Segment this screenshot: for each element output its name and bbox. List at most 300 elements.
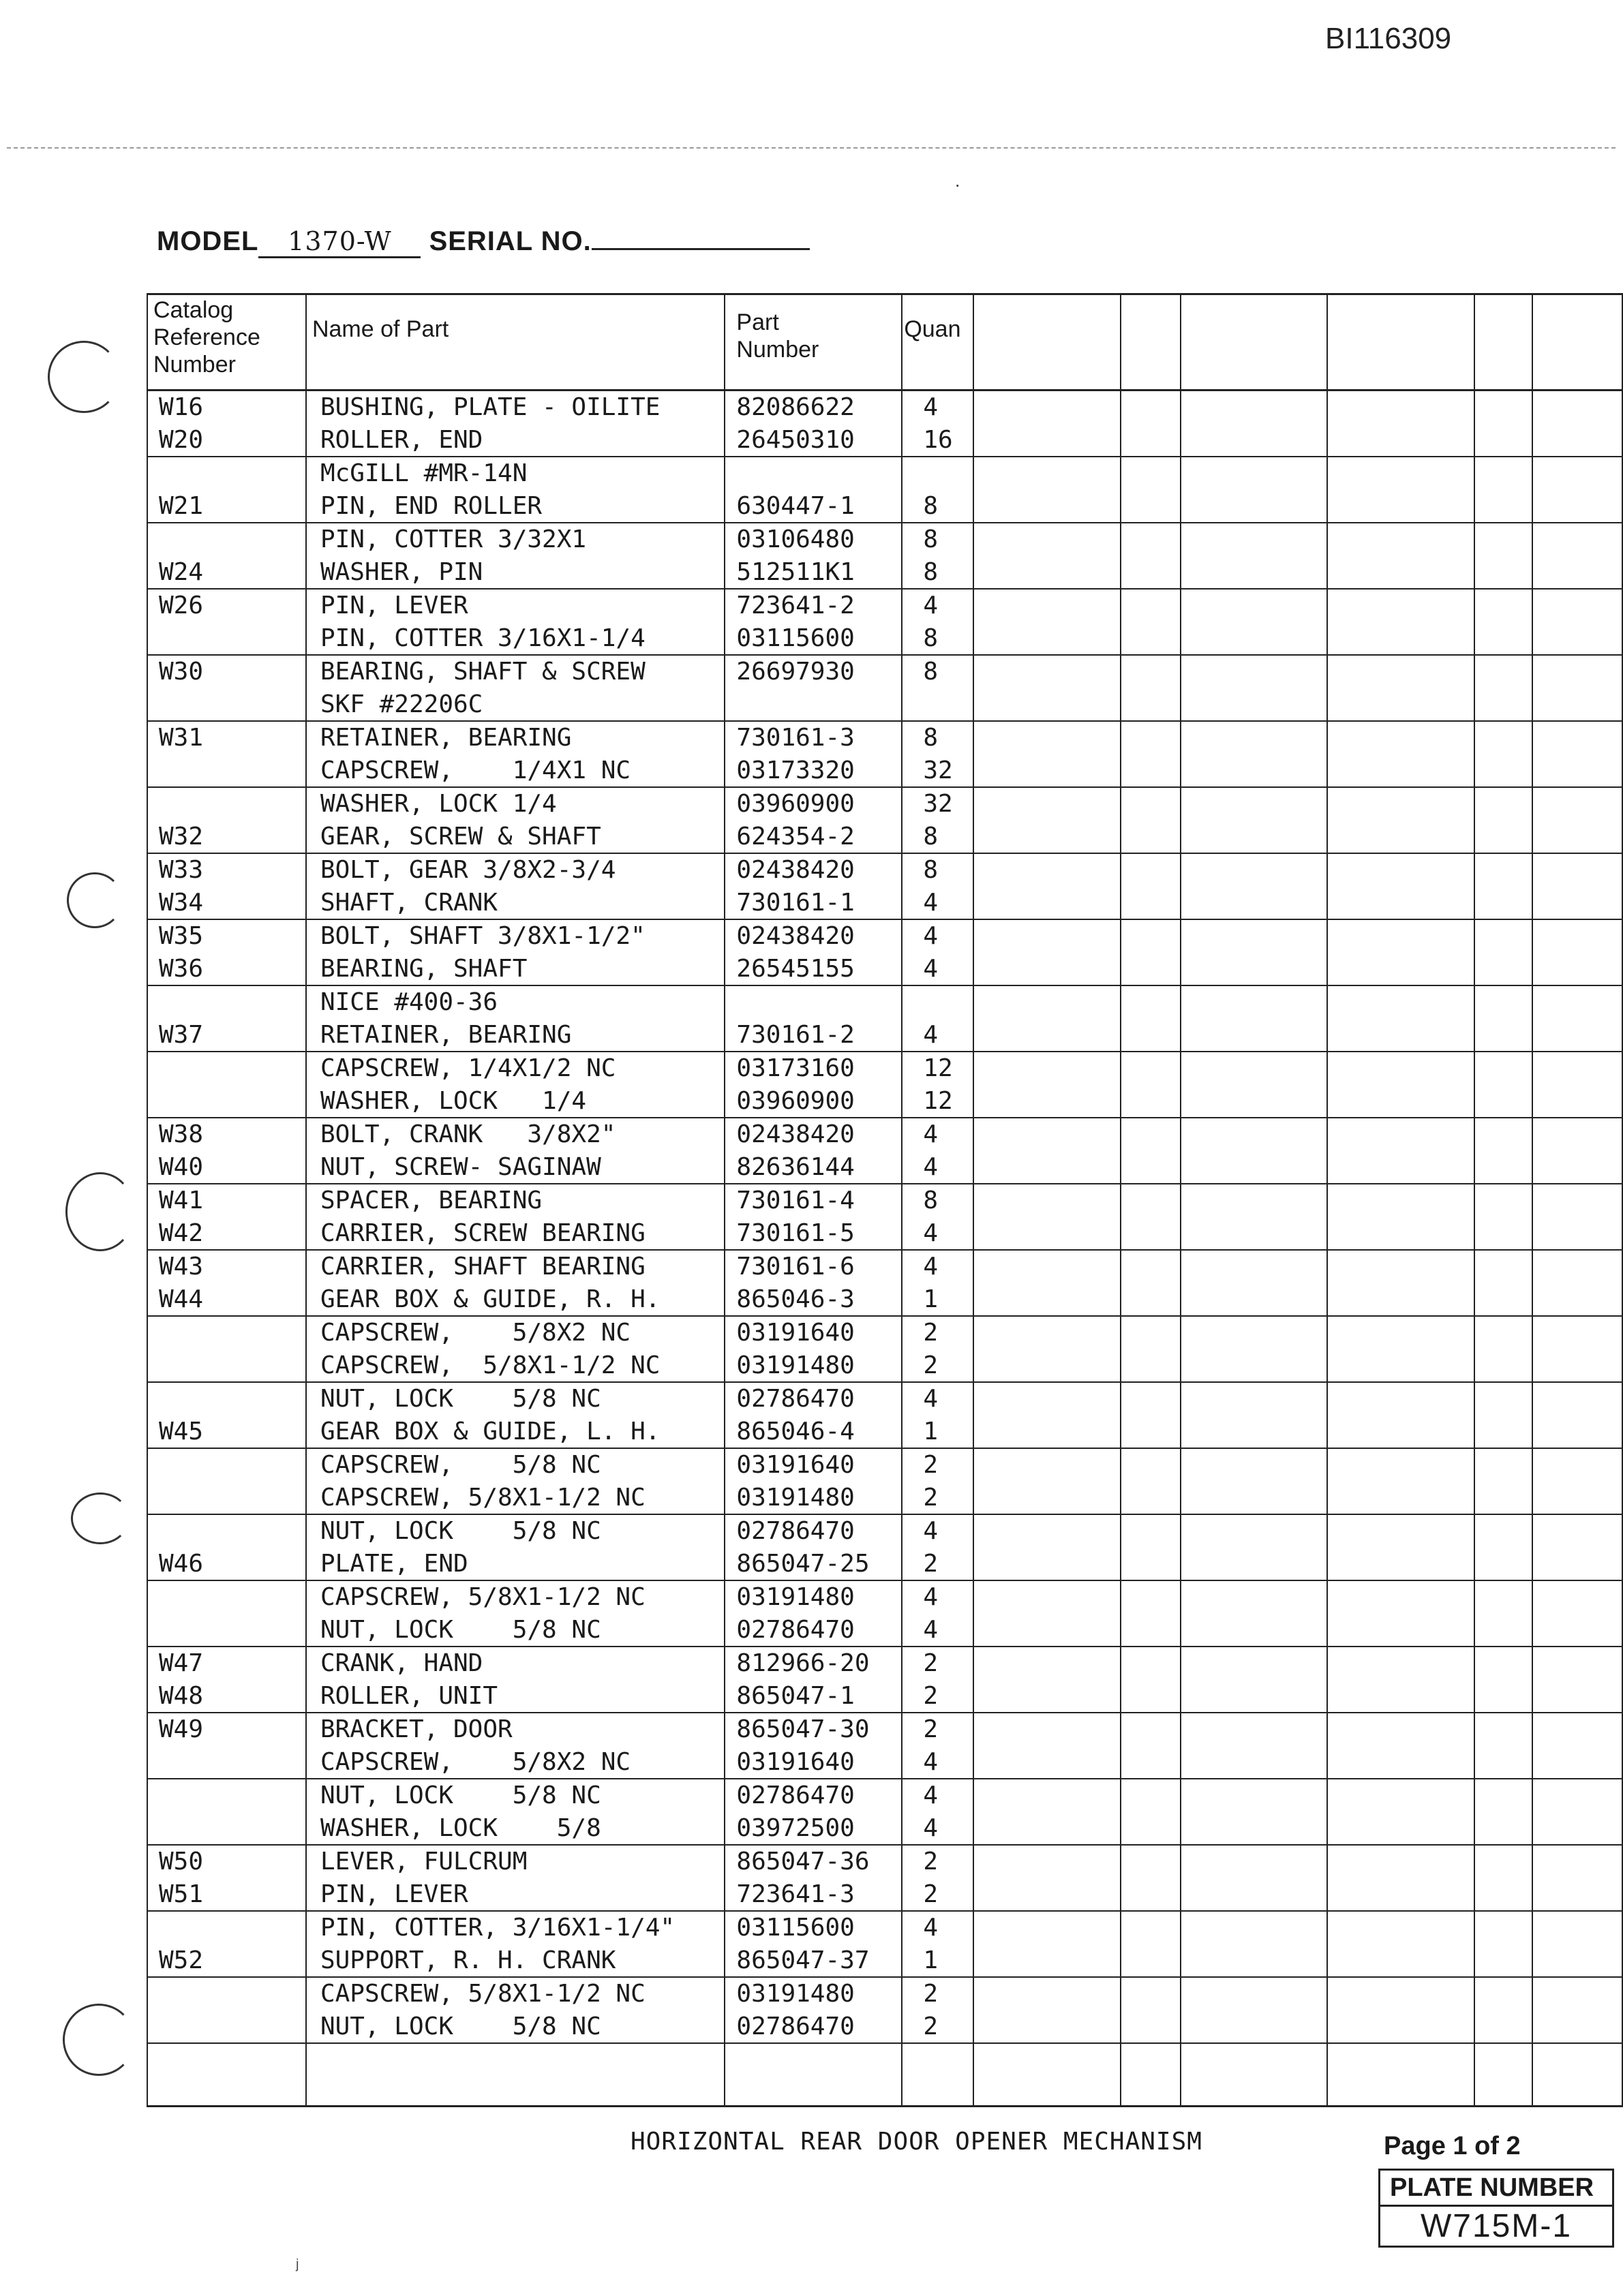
cell-line <box>148 457 305 490</box>
catalog-ref-cell <box>147 1580 306 1647</box>
cell-line: 4 <box>923 922 938 950</box>
cell-line: ROLLER, END <box>320 425 483 454</box>
catalog-ref-cell <box>147 655 306 721</box>
table-row <box>147 1580 1622 1647</box>
cell-line: NUT, LOCK 5/8 NC <box>320 2012 601 2040</box>
col-header-line: Part <box>736 309 779 335</box>
cell-line: 4 <box>923 1747 938 1776</box>
cell-line: 865047-36 <box>736 1848 870 1876</box>
blank-cell <box>1181 589 1327 655</box>
cell-line: CAPSCREW, 5/8 NC <box>320 1451 601 1479</box>
cell-line: W37 <box>159 1020 204 1049</box>
cell-line: 8 <box>923 624 938 652</box>
part-number-cell <box>725 1448 902 1514</box>
plate-number-label: PLATE NUMBER <box>1380 2171 1612 2207</box>
blank-cell <box>1121 1845 1181 1911</box>
blank-cell <box>973 391 1121 457</box>
part-number-cell <box>725 391 902 457</box>
cell-line: 4 <box>923 1253 938 1281</box>
blank-cell <box>306 2043 725 2107</box>
part-number-cell <box>725 853 902 919</box>
blank-cell <box>973 1977 1121 2043</box>
cell-line: 865047-37 <box>736 1946 870 1974</box>
blank-cell <box>1121 1250 1181 1316</box>
top-divider <box>7 147 1616 149</box>
quantity-cell <box>902 1580 973 1647</box>
part-number-cell <box>725 1845 902 1911</box>
part-name-cell <box>306 1647 725 1713</box>
catalog-ref-cell <box>147 589 306 655</box>
blank-cell <box>1474 1647 1533 1713</box>
blank-cell <box>1474 1713 1533 1779</box>
blank-cell <box>1181 1052 1327 1118</box>
blank-cell <box>1327 1845 1474 1911</box>
cell-line: W38 <box>159 1120 204 1148</box>
punch-hole-mark <box>48 341 120 413</box>
cell-line <box>148 1317 305 1349</box>
blank-cell <box>973 457 1121 523</box>
blank-cell <box>1121 1977 1181 2043</box>
cell-line: PIN, COTTER, 3/16X1-1/4" <box>320 1914 676 1942</box>
blank-cell <box>1181 1580 1327 1647</box>
col-header-blank <box>1474 294 1533 391</box>
blank-cell <box>1181 1977 1327 2043</box>
quantity-cell <box>902 1250 973 1316</box>
table-row <box>147 787 1622 853</box>
cell-line: RETAINER, BEARING <box>320 724 572 752</box>
cell-line: W43 <box>159 1253 204 1281</box>
table-row <box>147 1647 1622 1713</box>
col-header-blank <box>1532 294 1622 391</box>
cell-line: 865047-1 <box>736 1681 855 1710</box>
blank-cell <box>1532 787 1622 853</box>
part-name-cell <box>306 985 725 1052</box>
part-name-cell <box>306 589 725 655</box>
blank-cell <box>1327 1052 1474 1118</box>
cell-line: 16 <box>923 425 953 454</box>
table-row <box>147 1316 1622 1382</box>
blank-cell <box>1181 457 1327 523</box>
blank-cell <box>973 2043 1121 2107</box>
cell-line: BOLT, SHAFT 3/8X1-1/2" <box>320 922 646 950</box>
table-row <box>147 1713 1622 1779</box>
blank-cell <box>1181 1382 1327 1448</box>
page-indicator: Page 1 of 2 <box>1384 2132 1521 2160</box>
cell-line: 4 <box>923 1517 938 1545</box>
part-number-cell <box>725 787 902 853</box>
table-row <box>147 1250 1622 1316</box>
cell-line: 4 <box>923 1385 938 1413</box>
blank-cell <box>1532 457 1622 523</box>
part-number-cell <box>725 655 902 721</box>
catalog-ref-cell <box>147 919 306 985</box>
blank-cell <box>1474 1184 1533 1250</box>
blank-cell <box>1121 853 1181 919</box>
table-row <box>147 919 1622 985</box>
cell-line: 12 <box>923 1086 953 1115</box>
catalog-ref-cell <box>147 721 306 787</box>
blank-cell <box>1474 1382 1533 1448</box>
cell-line: ROLLER, UNIT <box>320 1681 498 1710</box>
cell-line: WASHER, LOCK 1/4 <box>320 1086 587 1115</box>
cell-line <box>148 1052 305 1085</box>
cell-line: 2 <box>923 1549 938 1578</box>
col-header-part-number <box>725 294 902 391</box>
blank-cell <box>1532 1779 1622 1845</box>
blank-cell <box>1327 1713 1474 1779</box>
cell-line: 4 <box>923 1615 938 1644</box>
part-number-cell <box>725 1977 902 2043</box>
blank-cell <box>1532 1250 1622 1316</box>
cell-line: CAPSCREW, 5/8X2 NC <box>320 1747 631 1776</box>
cell-line: 730161-1 <box>736 888 855 917</box>
blank-cell <box>1327 1977 1474 2043</box>
cell-line: 4 <box>923 1914 938 1942</box>
blank-cell <box>1474 1911 1533 1977</box>
blank-cell <box>1474 787 1533 853</box>
cell-line: 03191480 <box>736 1351 855 1379</box>
cell-line: W30 <box>159 658 204 686</box>
cell-line: 4 <box>923 1120 938 1148</box>
cell-line: 723641-3 <box>736 1880 855 1908</box>
cell-line: 03972500 <box>736 1813 855 1842</box>
blank-cell <box>1532 523 1622 589</box>
cell-line: BEARING, SHAFT & SCREW <box>320 658 646 686</box>
cell-line: 730161-4 <box>736 1187 855 1214</box>
cell-line: 4 <box>923 888 938 917</box>
catalog-ref-cell <box>147 1713 306 1779</box>
col-header-text: Quan <box>904 316 961 342</box>
quantity-cell <box>902 1316 973 1382</box>
blank-cell <box>1121 1580 1181 1647</box>
blank-cell <box>1327 1250 1474 1316</box>
cell-line <box>902 986 972 1019</box>
blank-cell <box>1327 655 1474 721</box>
document-id: BI116309 <box>1325 22 1452 55</box>
part-name-cell <box>306 1052 725 1118</box>
cell-line: SKF #22206C <box>320 690 483 718</box>
cell-line: 03191640 <box>736 1747 855 1776</box>
col-header-line: Reference <box>153 324 260 350</box>
blank-cell <box>1532 655 1622 721</box>
blank-cell <box>1181 1250 1327 1316</box>
blank-cell <box>1327 1382 1474 1448</box>
part-number-cell <box>725 457 902 523</box>
cell-line: 2 <box>923 1880 938 1908</box>
part-name-cell <box>306 391 725 457</box>
part-number-cell <box>725 1382 902 1448</box>
part-number-cell <box>725 1779 902 1845</box>
catalog-ref-cell <box>147 1779 306 1845</box>
blank-cell <box>1121 1052 1181 1118</box>
blank-cell <box>1121 1184 1181 1250</box>
catalog-ref-cell <box>147 787 306 853</box>
cell-line: W52 <box>159 1946 204 1974</box>
table-row <box>147 1911 1622 1977</box>
cell-line: 4 <box>923 393 938 421</box>
cell-line: 723641-2 <box>736 592 855 619</box>
col-header-blank <box>1181 294 1327 391</box>
cell-line: 82636144 <box>736 1152 855 1181</box>
blank-cell <box>1474 589 1533 655</box>
blank-cell <box>1532 1911 1622 1977</box>
blank-cell <box>1474 1250 1533 1316</box>
cell-line: 4 <box>923 1020 938 1049</box>
cell-line: W33 <box>159 856 204 884</box>
quantity-cell <box>902 1779 973 1845</box>
cell-line: 8 <box>923 557 938 586</box>
col-header-catalog-ref <box>147 294 306 391</box>
blank-cell <box>1121 1382 1181 1448</box>
blank-cell <box>1327 1514 1474 1580</box>
col-header-blank <box>973 294 1121 391</box>
quantity-cell <box>902 655 973 721</box>
blank-cell <box>1181 523 1327 589</box>
quantity-cell <box>902 985 973 1052</box>
table-row <box>147 985 1622 1052</box>
table-row <box>147 1052 1622 1118</box>
blank-cell <box>1532 1052 1622 1118</box>
catalog-ref-cell <box>147 1118 306 1184</box>
blank-cell <box>902 2043 973 2107</box>
scan-speck: ʲ <box>296 2256 299 2277</box>
cell-line: RETAINER, BEARING <box>320 1020 572 1049</box>
cell-line: 03115600 <box>736 1914 855 1942</box>
cell-line: PIN, COTTER 3/32X1 <box>320 525 587 553</box>
blank-cell <box>1181 1316 1327 1382</box>
cell-line <box>148 1482 305 1514</box>
catalog-ref-cell <box>147 523 306 589</box>
blank-cell <box>1121 1713 1181 1779</box>
cell-line: BOLT, GEAR 3/8X2-3/4 <box>320 856 616 884</box>
cell-line: W49 <box>159 1715 204 1743</box>
cell-line: CAPSCREW, 5/8X1-1/2 NC <box>320 1351 661 1379</box>
part-name-cell <box>306 655 725 721</box>
part-name-cell <box>306 1514 725 1580</box>
cell-line: GEAR, SCREW & SHAFT <box>320 822 601 851</box>
cell-line: 730161-3 <box>736 724 855 752</box>
quantity-cell <box>902 919 973 985</box>
cell-line: W47 <box>159 1649 204 1677</box>
empty-table-row <box>147 2043 1622 2107</box>
table-row <box>147 655 1622 721</box>
blank-cell <box>1327 1184 1474 1250</box>
cell-line: W26 <box>159 592 204 619</box>
table-row <box>147 523 1622 589</box>
catalog-ref-cell <box>147 1052 306 1118</box>
blank-cell <box>1474 1316 1533 1382</box>
cell-line <box>148 688 305 721</box>
cell-line: 865046-3 <box>736 1285 855 1313</box>
cell-line: 03115600 <box>736 624 855 652</box>
blank-cell <box>1181 1514 1327 1580</box>
quantity-cell <box>902 1118 973 1184</box>
quantity-cell <box>902 1977 973 2043</box>
blank-cell <box>1181 1911 1327 1977</box>
part-number-cell <box>725 1184 902 1250</box>
cell-line: W24 <box>159 557 204 586</box>
blank-cell <box>973 1448 1121 1514</box>
table-row <box>147 457 1622 523</box>
blank-cell <box>973 1250 1121 1316</box>
catalog-ref-cell <box>147 457 306 523</box>
part-name-cell <box>306 1911 725 1977</box>
blank-cell <box>1327 1580 1474 1647</box>
blank-cell <box>1327 853 1474 919</box>
blank-cell <box>1181 721 1327 787</box>
catalog-ref-cell <box>147 1977 306 2043</box>
blank-cell <box>973 1713 1121 1779</box>
cell-line: 4 <box>923 592 938 619</box>
blank-cell <box>1121 655 1181 721</box>
cell-line: W51 <box>159 1880 204 1908</box>
cell-line <box>725 986 901 1019</box>
cell-line: W31 <box>159 724 204 752</box>
cell-line: 8 <box>923 491 938 520</box>
part-number-cell <box>725 1316 902 1382</box>
cell-line: CAPSCREW, 5/8X1-1/2 NC <box>320 1980 646 2008</box>
col-header-line: Catalog <box>153 297 234 323</box>
table-row <box>147 721 1622 787</box>
blank-cell <box>1474 1448 1533 1514</box>
blank-cell <box>1474 1580 1533 1647</box>
cell-line: 03960900 <box>736 790 855 818</box>
part-number-cell <box>725 1911 902 1977</box>
punch-hole-mark <box>71 1493 130 1544</box>
quantity-cell <box>902 523 973 589</box>
table-row <box>147 1448 1622 1514</box>
part-number-cell <box>725 1052 902 1118</box>
cell-line: 730161-2 <box>736 1020 855 1049</box>
cell-line <box>148 622 305 655</box>
cell-line <box>902 457 972 490</box>
catalog-ref-cell <box>147 1316 306 1382</box>
punch-hole-mark <box>67 872 123 928</box>
blank-cell <box>973 1580 1121 1647</box>
blank-cell <box>1181 2043 1327 2107</box>
cell-line: 03191640 <box>736 1451 855 1479</box>
blank-cell <box>1327 1647 1474 1713</box>
cell-line: 8 <box>923 1187 938 1214</box>
cell-line: 03960900 <box>736 1086 855 1115</box>
blank-cell <box>1121 457 1181 523</box>
cell-line: W16 <box>159 393 204 421</box>
blank-cell <box>1474 655 1533 721</box>
col-header-line: Number <box>736 337 819 363</box>
cell-line <box>725 688 901 721</box>
table-row <box>147 589 1622 655</box>
cell-line: LEVER, FULCRUM <box>320 1848 528 1876</box>
catalog-ref-cell <box>147 853 306 919</box>
cell-line: 865047-30 <box>736 1715 870 1743</box>
cell-line: 26697930 <box>736 658 855 686</box>
blank-cell <box>1474 1514 1533 1580</box>
cell-line <box>148 1449 305 1482</box>
cell-line: W21 <box>159 491 204 520</box>
cell-line: 1 <box>923 1285 938 1313</box>
cell-line: CARRIER, SHAFT BEARING <box>320 1253 646 1281</box>
blank-cell <box>1532 853 1622 919</box>
blank-cell <box>973 853 1121 919</box>
cell-line: 12 <box>923 1054 953 1082</box>
cell-line: W34 <box>159 888 204 917</box>
cell-line: 2 <box>923 2012 938 2040</box>
part-name-cell <box>306 919 725 985</box>
blank-cell <box>973 523 1121 589</box>
cell-line: BOLT, CRANK 3/8X2" <box>320 1120 616 1148</box>
col-header-text: Name of Part <box>312 316 449 342</box>
blank-cell <box>973 985 1121 1052</box>
cell-line: NUT, LOCK 5/8 NC <box>320 1517 601 1545</box>
part-name-cell <box>306 1118 725 1184</box>
part-name-cell <box>306 1713 725 1779</box>
cell-line: 82086622 <box>736 393 855 421</box>
blank-cell <box>973 919 1121 985</box>
blank-cell <box>1181 1118 1327 1184</box>
cell-line <box>148 1779 305 1812</box>
cell-line: CAPSCREW, 5/8X1-1/2 NC <box>320 1583 646 1611</box>
cell-line <box>148 1581 305 1614</box>
blank-cell <box>1532 1448 1622 1514</box>
blank-cell <box>1532 1845 1622 1911</box>
punch-hole-mark <box>65 1172 135 1251</box>
cell-line: 865047-25 <box>736 1549 870 1578</box>
blank-cell <box>1121 1779 1181 1845</box>
cell-line <box>148 1812 305 1845</box>
blank-cell <box>725 2043 902 2107</box>
blank-cell <box>1532 1713 1622 1779</box>
cell-line <box>148 2010 305 2043</box>
blank-cell <box>1474 721 1533 787</box>
blank-cell <box>973 1316 1121 1382</box>
blank-cell <box>1327 1448 1474 1514</box>
cell-line: 02786470 <box>736 2012 855 2040</box>
cell-line: 2 <box>923 1715 938 1743</box>
catalog-ref-cell <box>147 1448 306 1514</box>
cell-line: 03173160 <box>736 1054 855 1082</box>
quantity-cell <box>902 1382 973 1448</box>
blank-cell <box>1474 985 1533 1052</box>
quantity-cell <box>902 1052 973 1118</box>
cell-line: W46 <box>159 1549 204 1578</box>
part-name-cell <box>306 1184 725 1250</box>
blank-cell <box>1327 589 1474 655</box>
blank-cell <box>1532 1382 1622 1448</box>
cell-line <box>148 754 305 787</box>
blank-cell <box>1181 1184 1327 1250</box>
cell-line <box>148 986 305 1019</box>
part-number-cell <box>725 919 902 985</box>
blank-cell <box>1474 853 1533 919</box>
part-name-cell <box>306 1845 725 1911</box>
blank-cell <box>1474 457 1533 523</box>
blank-cell <box>1474 1845 1533 1911</box>
blank-cell <box>1474 1118 1533 1184</box>
cell-line: NICE #400-36 <box>320 988 498 1016</box>
cell-line: 02786470 <box>736 1781 855 1809</box>
part-name-cell <box>306 1316 725 1382</box>
blank-cell <box>973 1118 1121 1184</box>
cell-line <box>148 1085 305 1118</box>
blank-cell <box>1181 1713 1327 1779</box>
cell-line: W44 <box>159 1285 204 1313</box>
col-header-blank <box>1121 294 1181 391</box>
cell-line: 8 <box>923 658 938 686</box>
table-row <box>147 1977 1622 2043</box>
blank-cell <box>1121 1514 1181 1580</box>
cell-line: 03191480 <box>736 1483 855 1512</box>
blank-cell <box>1327 1911 1474 1977</box>
